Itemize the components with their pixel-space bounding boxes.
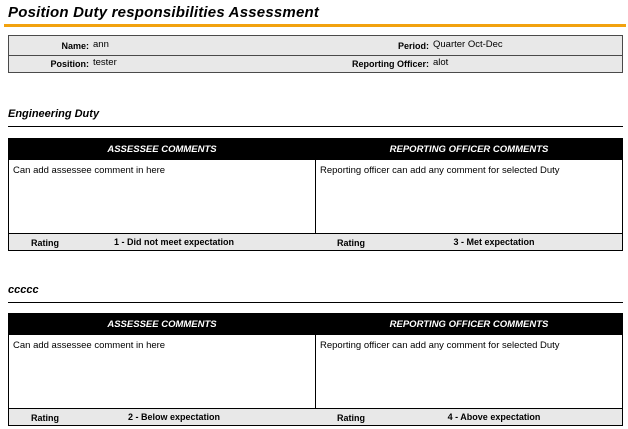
title-accent-rule — [4, 24, 626, 27]
page-title: Position Duty responsibilities Assessment — [8, 4, 320, 21]
officer-rating-label: Rating — [337, 238, 365, 248]
reporting-officer-value: alot — [433, 57, 449, 68]
assessee-rating-value[interactable]: 2 - Below expectation — [127, 412, 221, 422]
assessee-rating-label: Rating — [31, 238, 59, 248]
name-value: ann — [93, 39, 109, 50]
info-row-position-officer — [9, 55, 622, 73]
period-value: Quarter Oct-Dec — [433, 39, 503, 50]
rating-row — [9, 408, 622, 425]
rating-row — [9, 233, 622, 250]
info-row-name-period — [9, 36, 622, 54]
assessee-comments-header: ASSESSEE COMMENTS — [107, 144, 217, 155]
officer-rating-value[interactable]: 4 - Above expectation — [447, 412, 541, 422]
reporting-officer-comments-header: REPORTING OFFICER COMMENTS — [389, 319, 549, 330]
assessment-info-box — [8, 35, 623, 73]
duty-assessment-table — [8, 138, 623, 251]
reporting-officer-comment-field[interactable]: Reporting officer can add any comment for selected Duty — [320, 165, 560, 176]
period-label: Period: — [397, 41, 429, 51]
officer-rating-value[interactable]: 3 - Met expectation — [453, 237, 535, 247]
officer-rating-label: Rating — [337, 413, 365, 423]
reporting-officer-comment-field[interactable]: Reporting officer can add any comment for selected Duty — [320, 340, 560, 351]
assessee-comment-field[interactable]: Can add assessee comment in here — [13, 340, 166, 351]
assessee-rating-label: Rating — [31, 413, 59, 423]
comments-header-row — [9, 314, 622, 335]
position-label: Position: — [50, 59, 89, 69]
reporting-officer-comments-header: REPORTING OFFICER COMMENTS — [389, 144, 549, 155]
comments-header-row — [9, 139, 622, 160]
section-divider — [8, 126, 623, 127]
assessee-comment-field[interactable]: Can add assessee comment in here — [13, 165, 166, 176]
duty-section-title: Engineering Duty — [8, 108, 100, 120]
assessee-rating-value[interactable]: 1 - Did not meet expectation — [113, 237, 235, 247]
assessee-comments-header: ASSESSEE COMMENTS — [107, 319, 217, 330]
duty-assessment-table — [8, 313, 623, 426]
section-divider — [8, 302, 623, 303]
reporting-officer-label: Reporting Officer: — [351, 59, 429, 69]
duty-section-title: ccccc — [8, 284, 39, 296]
name-label: Name: — [61, 41, 89, 51]
position-value: tester — [93, 57, 117, 68]
